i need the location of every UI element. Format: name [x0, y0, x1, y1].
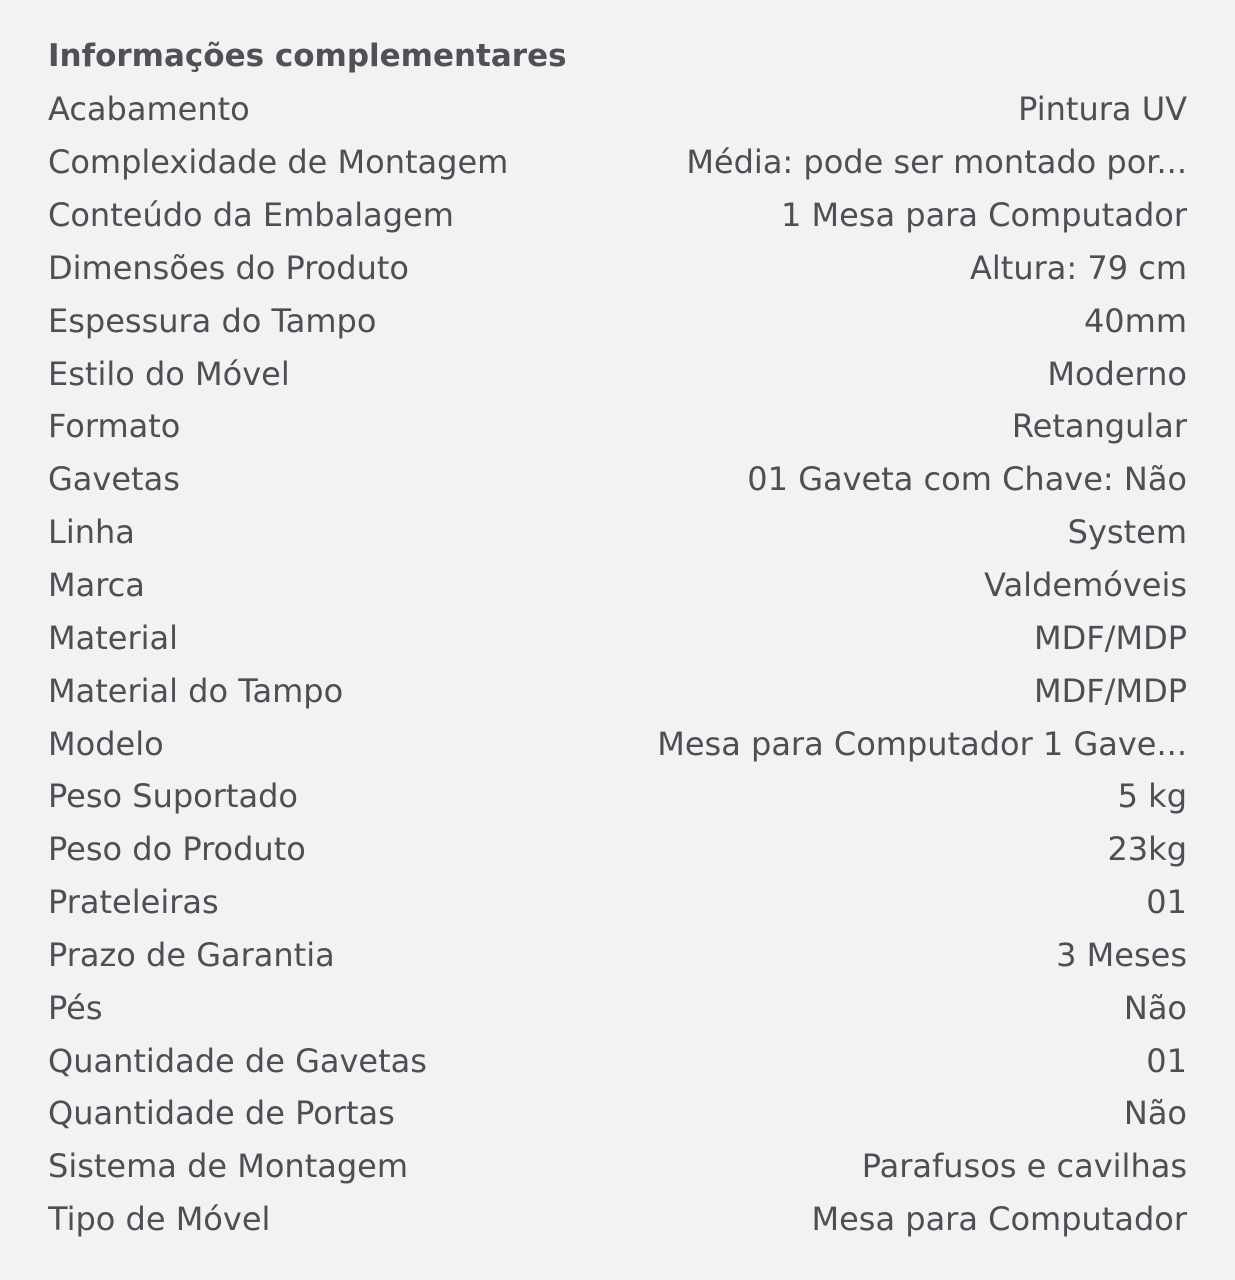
spec-value: 5 kg	[1117, 777, 1187, 816]
spec-label: Conteúdo da Embalagem	[48, 196, 454, 235]
section-title: Informações complementares	[48, 38, 567, 74]
spec-label: Pés	[48, 988, 103, 1027]
spec-row-marca	[48, 559, 1187, 612]
spec-label: Quantidade de Portas	[48, 1094, 395, 1133]
spec-row-peso-suportado	[48, 770, 1187, 823]
spec-row-quantidade-de-portas	[48, 1087, 1187, 1140]
spec-value: 3 Meses	[1056, 935, 1187, 974]
spec-label: Material do Tampo	[48, 671, 344, 710]
spec-value: MDF/MDP	[1034, 671, 1187, 710]
spec-label: Tipo de Móvel	[48, 1200, 271, 1239]
spec-row-prateleiras	[48, 876, 1187, 929]
spec-label: Material	[48, 618, 178, 657]
spec-row-gavetas	[48, 453, 1187, 506]
spec-row-material	[48, 611, 1187, 664]
spec-value: Mesa para Computador	[811, 1200, 1187, 1239]
spec-label: Dimensões do Produto	[48, 248, 409, 287]
spec-value: Valdemóveis	[984, 566, 1187, 605]
spec-value: Pintura UV	[1018, 90, 1187, 129]
spec-label: Peso do Produto	[48, 830, 306, 869]
spec-label: Peso Suportado	[48, 777, 298, 816]
spec-row-tipo-de-movel	[48, 1193, 1187, 1246]
spec-label: Prazo de Garantia	[48, 935, 335, 974]
spec-label: Formato	[48, 407, 181, 446]
spec-value: System	[1067, 513, 1187, 552]
spec-value: Altura: 79 cm	[970, 248, 1187, 287]
spec-value: Não	[1123, 988, 1187, 1027]
spec-value: Retangular	[1011, 407, 1187, 446]
spec-value: 01	[1146, 883, 1187, 922]
spec-row-modelo[interactable]	[48, 717, 1187, 770]
spec-value: MDF/MDP	[1034, 618, 1187, 657]
spec-row-material-do-tampo	[48, 664, 1187, 717]
spec-list	[48, 83, 1187, 1246]
spec-row-peso-do-produto	[48, 823, 1187, 876]
spec-label: Estilo do Móvel	[48, 354, 290, 393]
spec-value: Moderno	[1047, 354, 1187, 393]
spec-row-dimensoes-do-produto	[48, 242, 1187, 295]
spec-row-pes	[48, 981, 1187, 1034]
spec-value: 01	[1146, 1041, 1187, 1080]
spec-value-truncated[interactable]: Mesa para Computador 1 Gave...	[657, 724, 1187, 763]
spec-label: Modelo	[48, 724, 164, 763]
spec-value: 1 Mesa para Computador	[780, 196, 1187, 235]
spec-label: Acabamento	[48, 90, 250, 129]
spec-row-linha	[48, 506, 1187, 559]
spec-label: Gavetas	[48, 460, 180, 499]
spec-value: 40mm	[1083, 301, 1187, 340]
spec-label: Quantidade de Gavetas	[48, 1041, 427, 1080]
spec-label: Prateleiras	[48, 883, 219, 922]
spec-value: Parafusos e cavilhas	[861, 1147, 1187, 1186]
spec-label: Marca	[48, 566, 145, 605]
spec-value: Não	[1123, 1094, 1187, 1133]
spec-row-quantidade-de-gavetas	[48, 1034, 1187, 1087]
spec-value: 01 Gaveta com Chave: Não	[747, 460, 1187, 499]
spec-row-espessura-do-tampo	[48, 294, 1187, 347]
spec-label: Sistema de Montagem	[48, 1147, 409, 1186]
spec-label: Complexidade de Montagem	[48, 143, 509, 182]
spec-label: Espessura do Tampo	[48, 301, 377, 340]
spec-row-sistema-de-montagem	[48, 1140, 1187, 1193]
spec-label: Linha	[48, 513, 135, 552]
spec-row-conteudo-da-embalagem	[48, 189, 1187, 242]
spec-row-formato	[48, 400, 1187, 453]
spec-value: 23kg	[1107, 830, 1187, 869]
spec-row-complexidade-de-montagem[interactable]	[48, 136, 1187, 189]
spec-row-estilo-do-movel	[48, 347, 1187, 400]
spec-row-prazo-de-garantia	[48, 929, 1187, 982]
spec-value-truncated[interactable]: Média: pode ser montado por...	[686, 143, 1187, 182]
spec-row-acabamento	[48, 83, 1187, 136]
